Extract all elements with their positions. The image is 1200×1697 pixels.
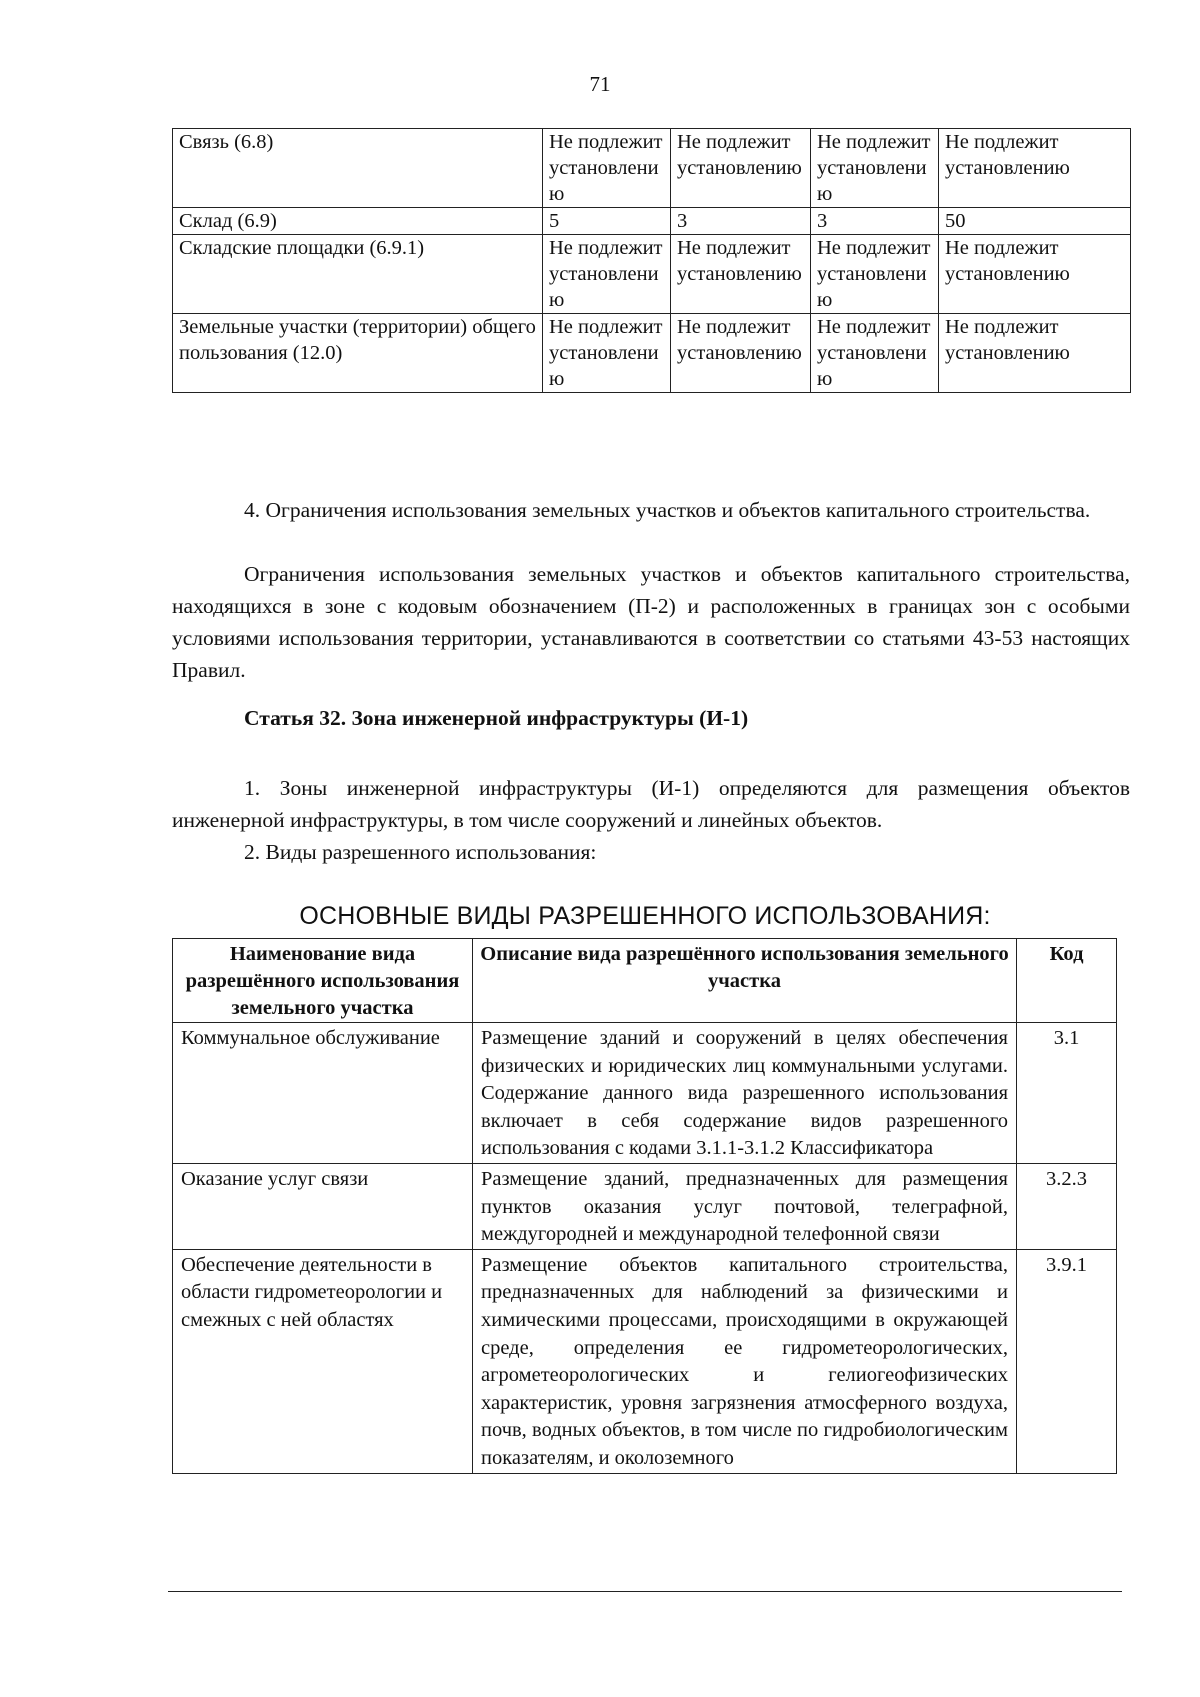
table-row (173, 1249, 1117, 1473)
section-4-title: 4. Ограничения использования земельных участков и объектов капитального строительства. (244, 498, 1091, 522)
value-cell: Не подлежит установлению (939, 235, 1131, 314)
use-description-cell: Размещение объектов капитального строительства, предназначенных для наблюдений за физическими и химическими процессами, происходящими в окружающей среде, определения ее гидрометеорологических, агрометеорологических и гелиогеофизических характеристик, уровня загрязнения атмосферного воздуха, почв, водных объектов, в том числе по гидробиологическим показателям, и околоземного (473, 1249, 1017, 1473)
use-code-cell: 3.1 (1017, 1023, 1117, 1164)
article-paragraph-2: 2. Виды разрешенного использования: (244, 840, 597, 864)
use-name-cell: Коммунальное обслуживание (173, 1023, 473, 1164)
header-use-name: Наименование вида разрешённого использования земельного участка (173, 939, 473, 1023)
footer-divider (168, 1591, 1122, 1592)
table-row (173, 1023, 1117, 1164)
article-heading: Статья 32. Зона инженерной инфраструктуры (И-1) (244, 706, 749, 730)
value-cell: Не подлежит установлению (811, 314, 939, 393)
value-cell: Не подлежит установлению (811, 129, 939, 208)
value-cell: 3 (671, 208, 811, 235)
use-type-cell: Земельные участки (территории) общего пользования (12.0) (173, 314, 543, 393)
header-use-description: Описание вида разрешённого использования земельного участка (473, 939, 1017, 1023)
value-cell: Не подлежит установлению (671, 129, 811, 208)
permitted-uses-table (172, 938, 1117, 1474)
value-cell: 5 (543, 208, 671, 235)
use-description-cell: Размещение зданий и сооружений в целях обеспечения физических и юридических лиц коммунальными услугами. Содержание данного вида разрешенного использования включает в себя содержание видов разрешенного использования с кодами 3.1.1-3.1.2 Классификатора (473, 1023, 1017, 1164)
value-cell: Не подлежит установлению (939, 314, 1131, 393)
use-type-cell: Связь (6.8) (173, 129, 543, 208)
value-cell: Не подлежит установлению (543, 235, 671, 314)
value-cell: Не подлежит установлению (543, 129, 671, 208)
value-cell: 50 (939, 208, 1131, 235)
value-cell: Не подлежит установлению (939, 129, 1131, 208)
table-row (173, 208, 1131, 235)
table-row (173, 1163, 1117, 1249)
table-header-row (173, 939, 1117, 1023)
use-description-cell: Размещение зданий, предназначенных для размещения пунктов оказания услуг почтовой, телеграфной, междугородней и международной телефонной связи (473, 1163, 1017, 1249)
table-row (173, 235, 1131, 314)
table-row (173, 314, 1131, 393)
use-name-cell: Оказание услуг связи (173, 1163, 473, 1249)
use-code-cell: 3.9.1 (1017, 1249, 1117, 1473)
page-number: 71 (589, 72, 611, 96)
use-type-cell: Складские площадки (6.9.1) (173, 235, 543, 314)
table-caption: ОСНОВНЫЕ ВИДЫ РАЗРЕШЕННОГО ИСПОЛЬЗОВАНИЯ: (299, 902, 991, 930)
value-cell: Не подлежит установлению (811, 235, 939, 314)
value-cell: Не подлежит установлению (543, 314, 671, 393)
value-cell: Не подлежит установлению (671, 235, 811, 314)
article-paragraph-1: 1. Зоны инженерной инфраструктуры (И-1) определяются для размещения объектов инженерной инфраструктуры, в том числе сооружений и линейных объектов. (172, 776, 1130, 832)
value-cell: 3 (811, 208, 939, 235)
header-code: Код (1017, 939, 1117, 1023)
section-4-body: Ограничения использования земельных участков и объектов капитального строительства, находящихся в зоне с кодовым обозначением (П-2) и расположенных в границах зон с особыми условиями использования территории, устанавливаются в соответствии со статьями 43-53 настоящих Правил. (172, 562, 1130, 682)
use-code-cell: 3.2.3 (1017, 1163, 1117, 1249)
value-cell: Не подлежит установлению (671, 314, 811, 393)
use-type-cell: Склад (6.9) (173, 208, 543, 235)
table-row (173, 129, 1131, 208)
setback-parameters-table (172, 128, 1131, 393)
use-name-cell: Обеспечение деятельности в области гидрометеорологии и смежных с ней областях (173, 1249, 473, 1473)
